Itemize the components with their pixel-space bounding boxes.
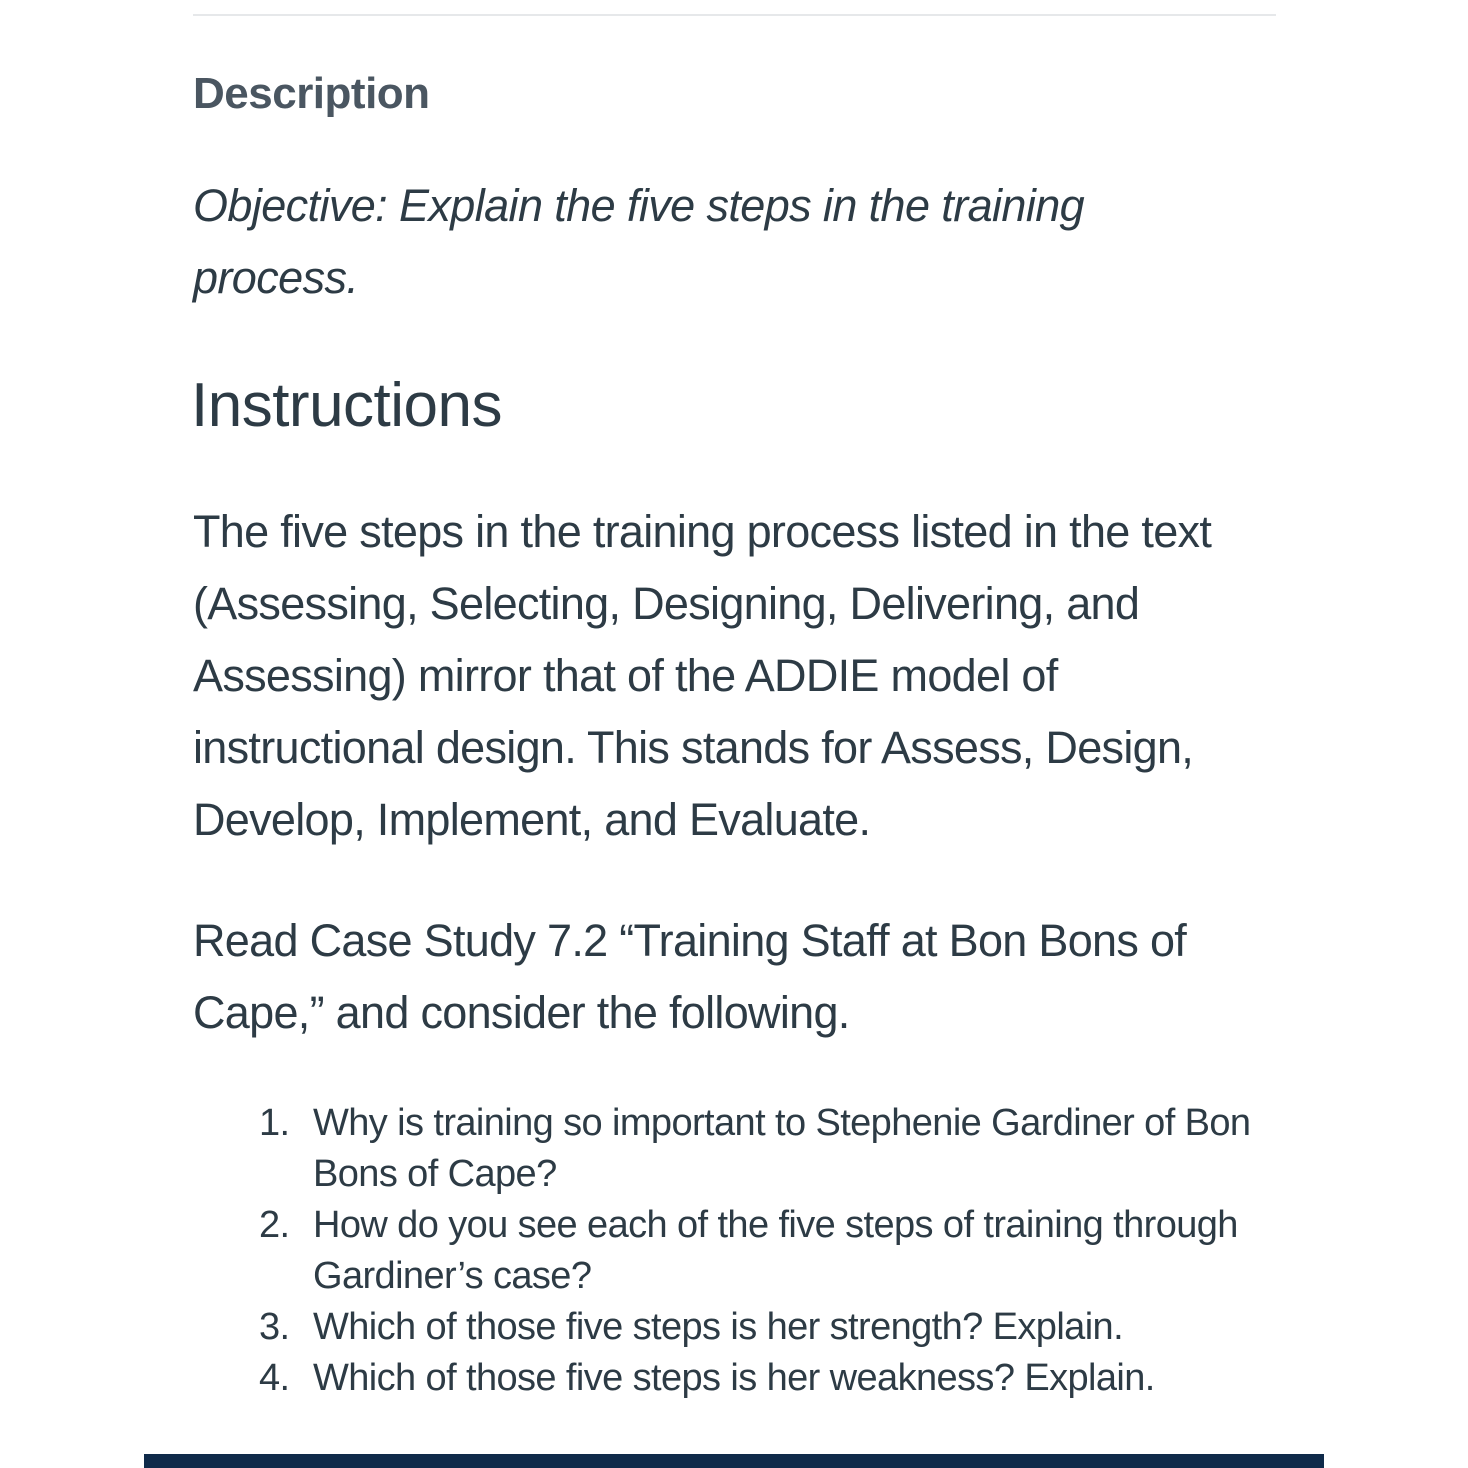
instructions-paragraph-addie: The five steps in the training process listed in the text (Assessing, Selecting, Designing, Delivering, and Assessing) mirror that of the ADDIE model of instructional design. This stands for Assess, Design, Develop, Implement, and Evaluate. xyxy=(193,506,1212,845)
list-item-number: 4. xyxy=(259,1357,290,1399)
list-item xyxy=(193,1098,1273,1200)
list-item xyxy=(193,1353,1273,1404)
list-item xyxy=(193,1200,1273,1302)
top-divider xyxy=(193,14,1276,16)
question-list xyxy=(193,1098,1273,1404)
list-item-text: How do you see each of the five steps of training through Gardiner’s case? xyxy=(313,1204,1238,1297)
list-item-number: 1. xyxy=(259,1102,290,1144)
description-heading: Description xyxy=(193,69,430,118)
bottom-navigation-bar xyxy=(144,1454,1324,1468)
list-item-number: 3. xyxy=(259,1306,290,1348)
objective-text: Objective: Explain the five steps in the training process. xyxy=(193,180,1085,303)
instructions-paragraph-case-study: Read Case Study 7.2 “Training Staff at Bon Bons of Cape,” and consider the following. xyxy=(193,915,1187,1038)
list-item-text: Why is training so important to Stephenie Gardiner of Bon Bons of Cape? xyxy=(313,1102,1251,1195)
list-item-number: 2. xyxy=(259,1204,290,1246)
instructions-heading: Instructions xyxy=(191,371,503,440)
list-item xyxy=(193,1302,1273,1353)
list-item-text: Which of those five steps is her weakness? Explain. xyxy=(313,1357,1155,1399)
list-item-text: Which of those five steps is her strength? Explain. xyxy=(313,1306,1124,1348)
